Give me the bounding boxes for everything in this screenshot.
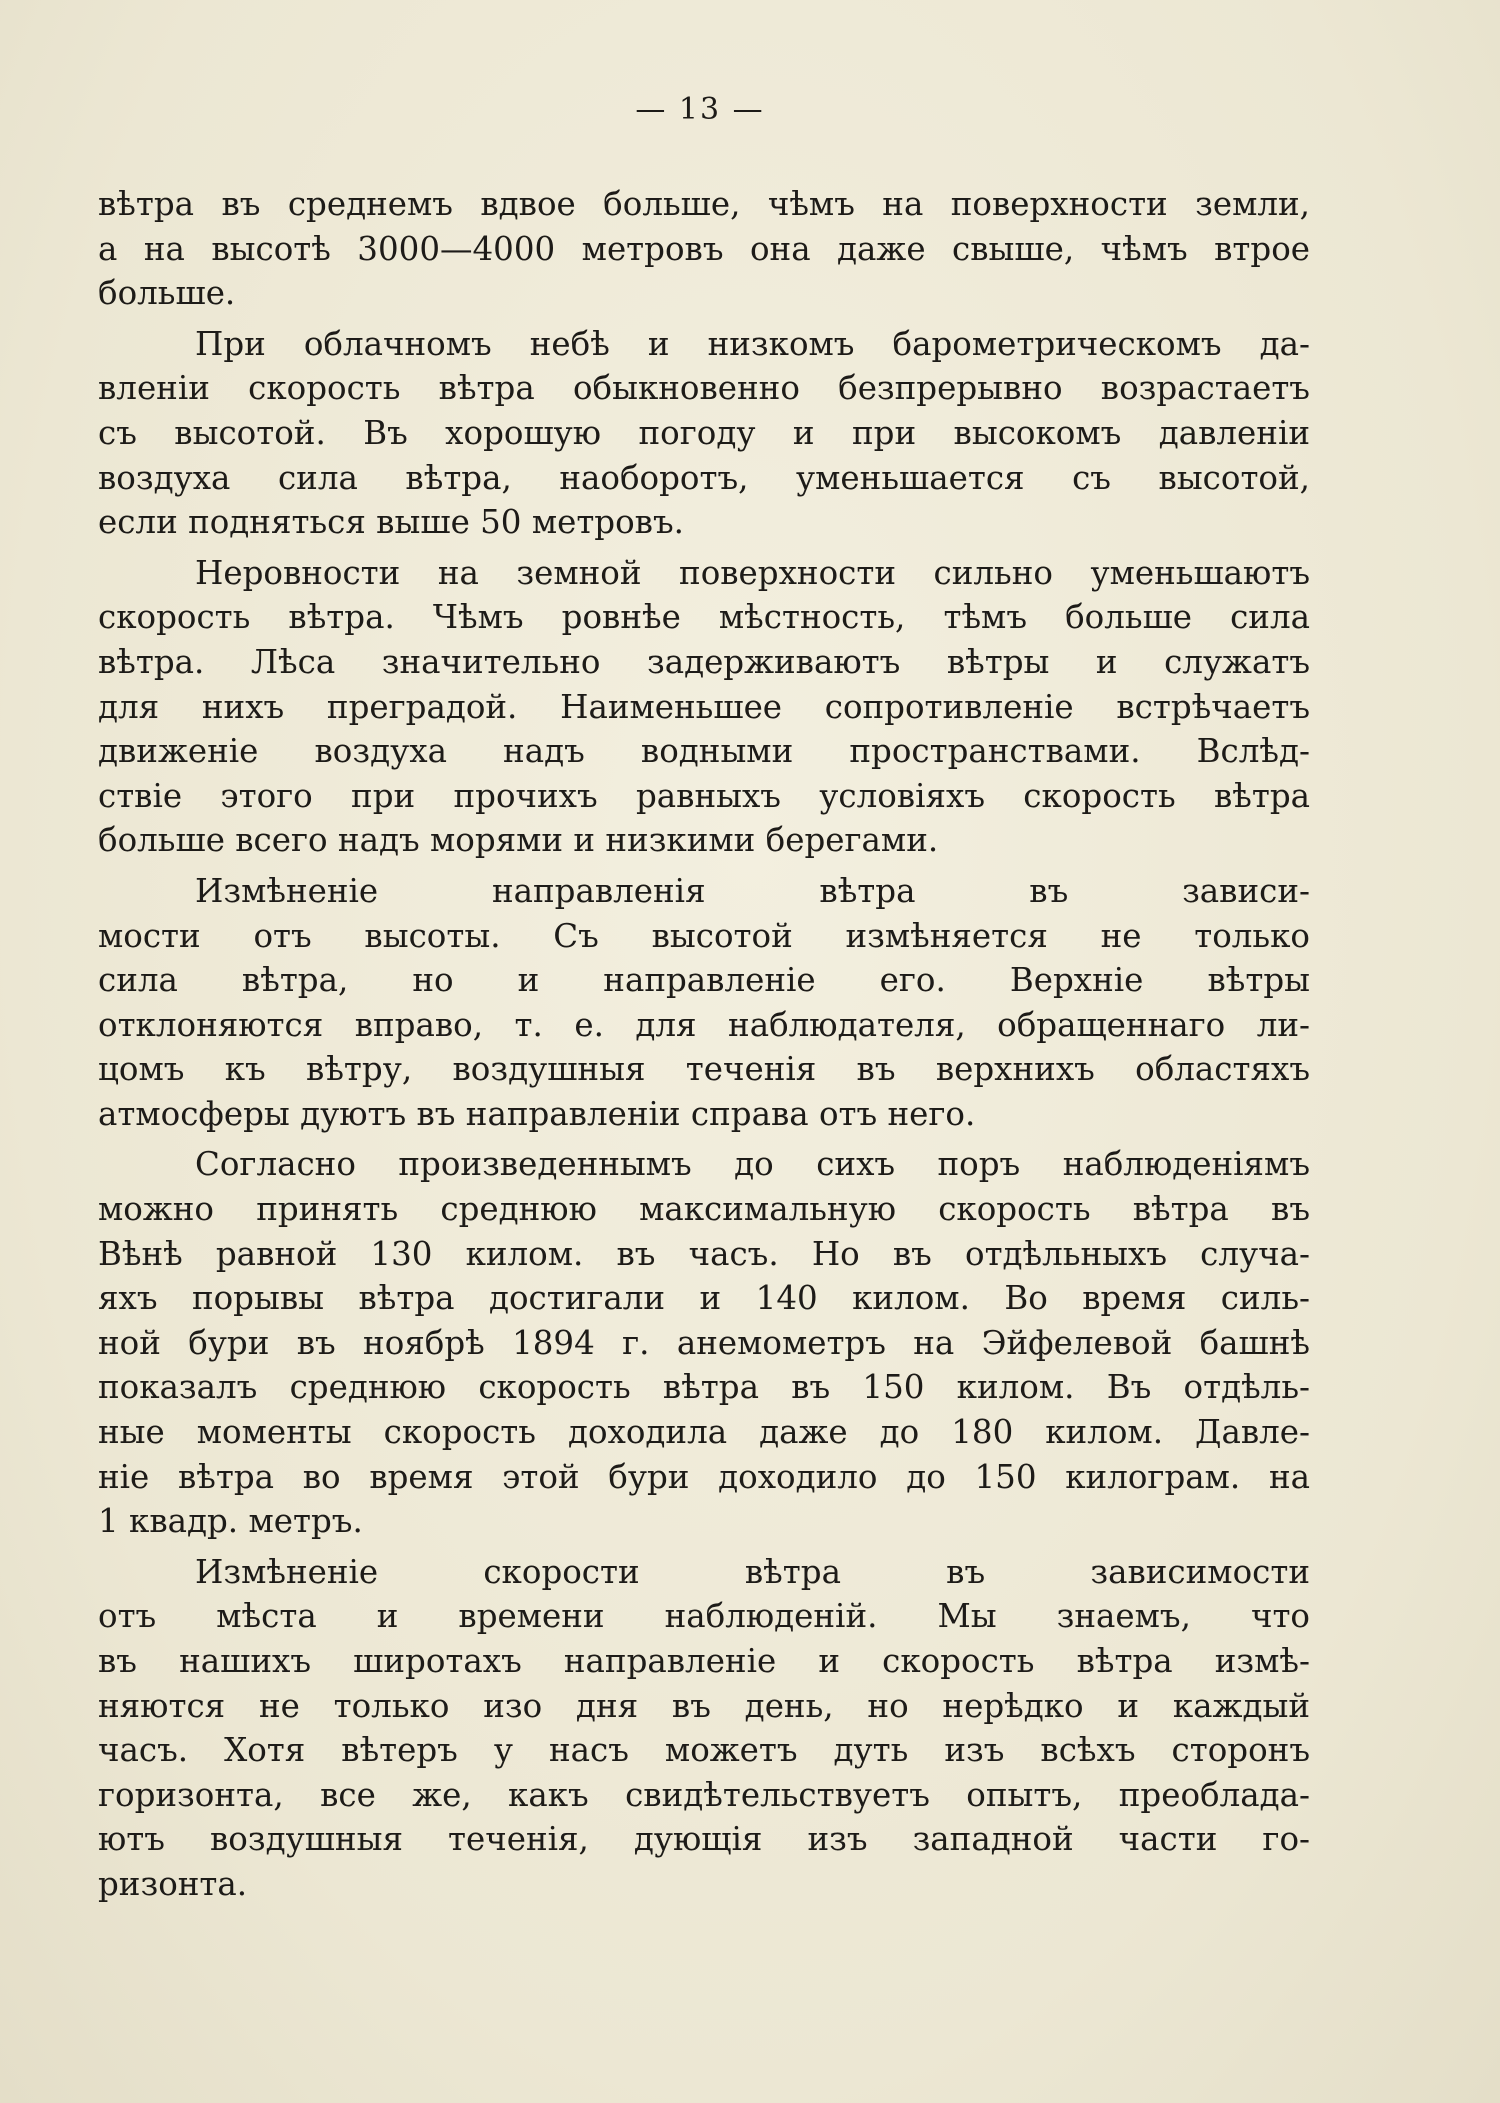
text-line: больше всего надъ морями и низкими берегами. (98, 821, 939, 860)
section-heading-line: отъ мѣста и времени наблюденій. Мы знаемъ, что (98, 1597, 1310, 1636)
text-line: часъ. Хотя вѣтеръ у насъ можетъ дуть изъ всѣхъ сторонъ (98, 1731, 1310, 1770)
text-line: 1 квадр. метръ. (98, 1502, 363, 1541)
text-line: движеніе воздуха надъ водными пространствами. Вслѣд- (98, 732, 1310, 771)
text-line: воздуха сила вѣтра, наоборотъ, уменьшается съ высотой, (98, 458, 1310, 497)
text-line: сила вѣтра, но и направленіе его. Верхніе вѣтры (98, 961, 1310, 1000)
text-line: скорость вѣтра. Чѣмъ ровнѣе мѣстность, тѣмъ больше сила (98, 598, 1310, 637)
text-line: атмосферы дуютъ въ направленіи справа отъ него. (98, 1094, 976, 1133)
text-line: Согласно произведеннымъ до сихъ поръ наблюденіямъ (195, 1145, 1310, 1184)
text-line: вѣтра. Лѣса значительно задерживаютъ вѣтры и служатъ (98, 642, 1310, 681)
paragraph-5 (98, 1142, 1310, 1543)
text-line: въ нашихъ широтахъ направленіе и скорость вѣтра измѣ- (98, 1642, 1310, 1680)
text-line: Неровности на земной поверхности сильно уменьшаютъ (195, 553, 1310, 592)
text-line: Вѣнѣ равной 130 килом. въ часъ. Но въ отдѣльныхъ случа- (98, 1234, 1310, 1273)
text-line: можно принять среднюю максимальную скорость вѣтра въ (98, 1190, 1310, 1229)
text-line: няются не только изо дня въ день, но нерѣдко и каждый (98, 1686, 1310, 1725)
text-line: При облачномъ небѣ и низкомъ барометрическомъ да- (195, 324, 1310, 363)
section-heading-line: мости отъ высоты. Съ высотой измѣняется не только (98, 916, 1310, 955)
text-line: цомъ къ вѣтру, воздушныя теченія въ верхнихъ областяхъ (98, 1050, 1310, 1089)
text-line: отклоняются вправо, т. е. для наблюдателя, обращеннаго ли- (98, 1005, 1310, 1044)
text-line: вѣтра въ среднемъ вдвое больше, чѣмъ на поверхности земли, (98, 185, 1310, 223)
paragraph-3 (98, 551, 1310, 863)
text-line: горизонта, все же, какъ свидѣтельствуетъ опытъ, преоблада- (98, 1775, 1310, 1814)
text-line: для нихъ преградой. Наименьшее сопротивленіе встрѣчаетъ (98, 687, 1310, 726)
section-heading-line: Измѣненіе скорости вѣтра въ зависимости (195, 1552, 1310, 1591)
text-line: ютъ воздушныя теченія, дующія изъ западной части го- (98, 1820, 1310, 1859)
paragraph-2 (98, 322, 1310, 545)
text-line: ствіе этого при прочихъ равныхъ условіяхъ скорость вѣтра (98, 776, 1310, 815)
text-line: показалъ среднюю скорость вѣтра въ 150 килом. Въ отдѣль- (98, 1368, 1310, 1407)
paragraph-6 (98, 1550, 1310, 1907)
text-line: съ высотой. Въ хорошую погоду и при высокомъ давленіи (98, 413, 1310, 452)
text-line: если подняться выше 50 метровъ. (98, 503, 684, 542)
text-line: вленіи скорость вѣтра обыкновенно безпрерывно возрастаетъ (98, 369, 1310, 408)
paragraph-1 (98, 182, 1310, 316)
paragraph-4 (98, 869, 1310, 1137)
page-number: — 13 — (635, 92, 765, 127)
text-line: ные моменты скорость доходила даже до 180 килом. Давле- (98, 1413, 1310, 1452)
text-line: ной бури въ ноябрѣ 1894 г. анемометръ на Эйфелевой башнѣ (98, 1323, 1310, 1362)
text-line: ризонта. (98, 1864, 248, 1903)
section-heading-line: Измѣненіе направленія вѣтра въ зависи- (195, 871, 1310, 910)
text-line: яхъ порывы вѣтра достигали и 140 килом. Во время силь- (98, 1279, 1310, 1318)
body-text (98, 182, 1310, 1913)
text-line: ніе вѣтра во время этой бури доходило до 150 килограм. на (98, 1457, 1310, 1496)
text-line: больше. (98, 274, 236, 313)
text-line: а на высотѣ 3000—4000 метровъ она даже свыше, чѣмъ втрое (98, 229, 1310, 268)
